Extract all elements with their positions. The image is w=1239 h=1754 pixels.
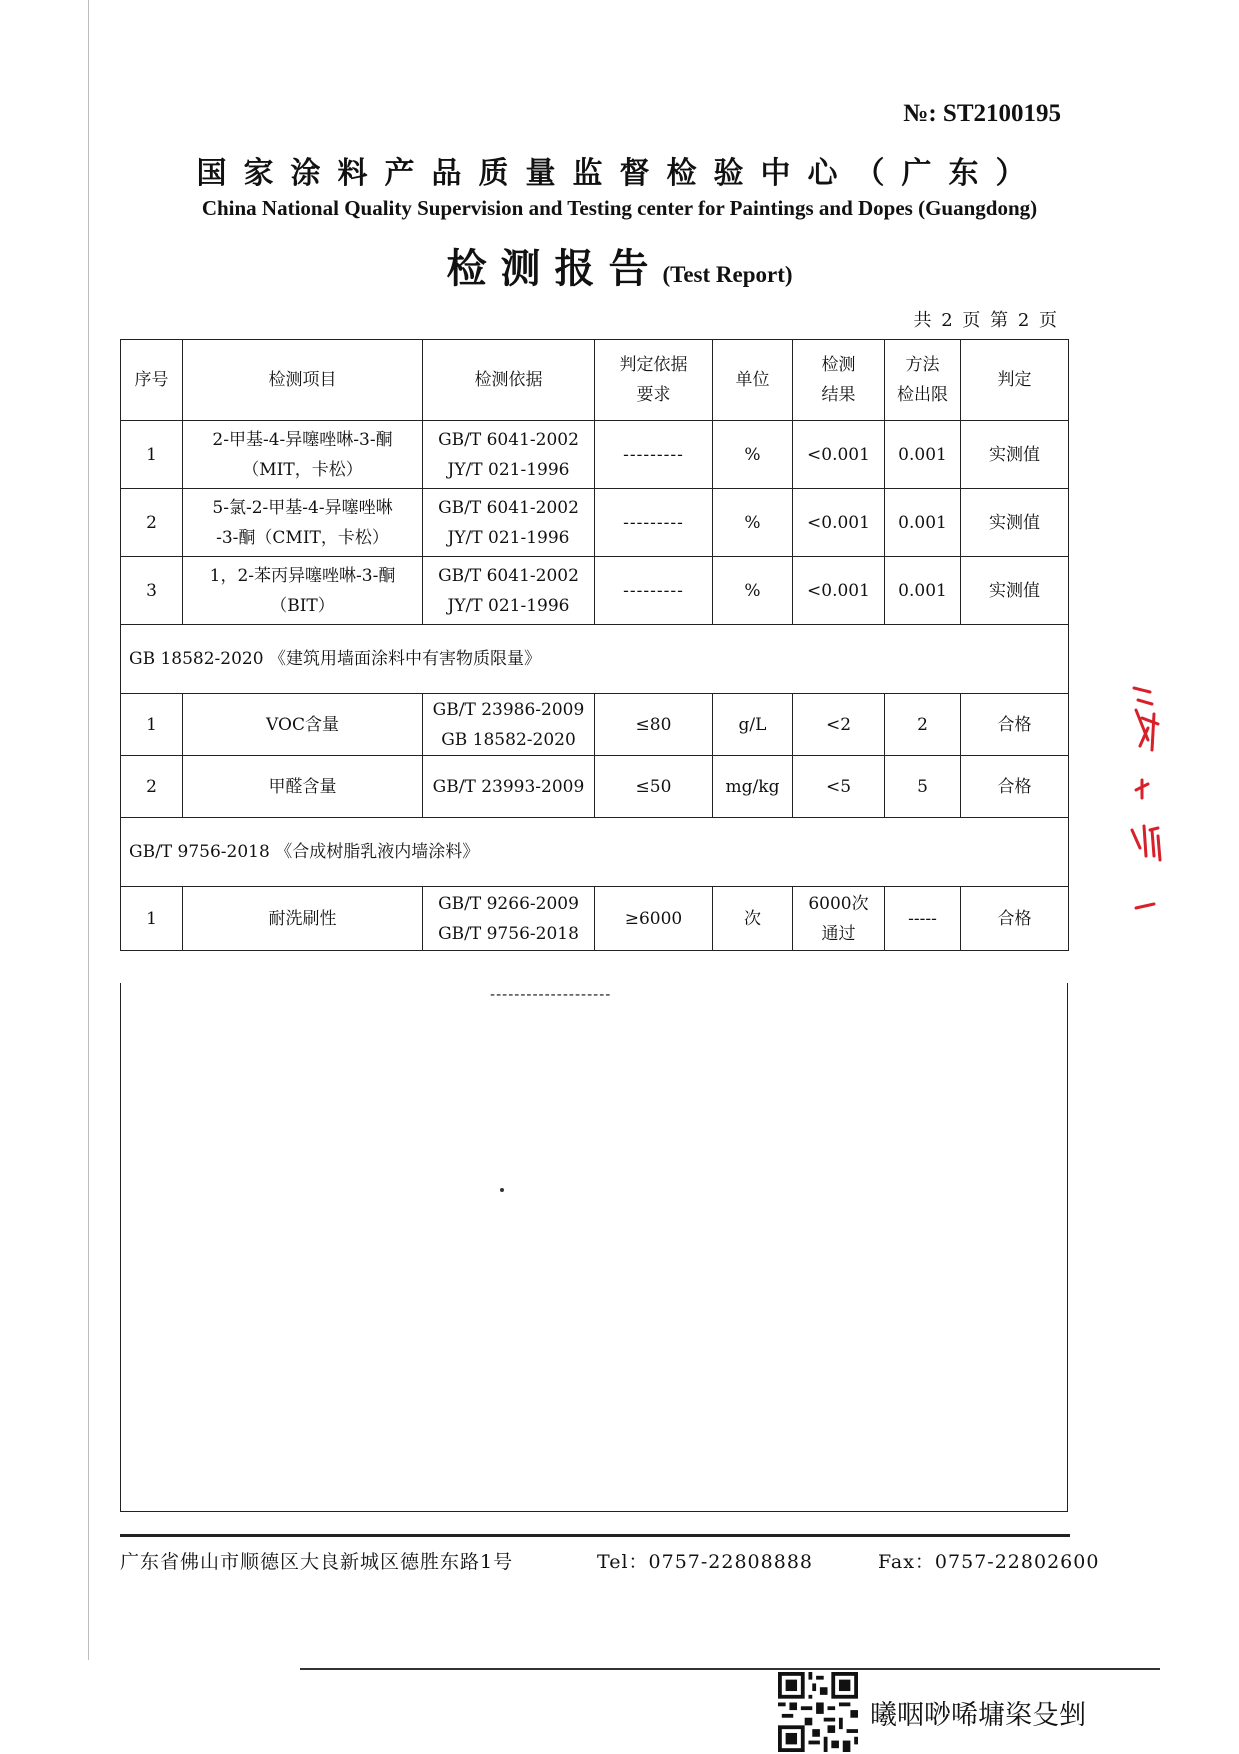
cell-requirement: ---------: [595, 557, 713, 625]
cell-unit: mg/kg: [713, 756, 793, 818]
cell-item: 耐洗刷性: [183, 887, 423, 951]
section-row: [121, 625, 1069, 694]
header-seq: 序号: [121, 340, 183, 421]
cell-seq: 1: [121, 887, 183, 951]
cell-result: <5: [793, 756, 885, 818]
cell-detection-limit: 5: [885, 756, 961, 818]
cell-item: 2-甲基-4-异噻唑啉-3-酮 （MIT，卡松）: [183, 421, 423, 489]
cell-seq: 2: [121, 756, 183, 818]
table-row: [121, 694, 1069, 756]
table-row: [121, 421, 1069, 489]
report-title-cn: 检测报告: [446, 245, 663, 292]
cell-basis: GB/T 6041-2002 JY/T 021-1996: [423, 557, 595, 625]
table-row: [121, 489, 1069, 557]
end-of-report-dashes: --------------------: [490, 985, 612, 1003]
footer-tel: Tel：0757-22808888: [597, 1551, 813, 1573]
cell-result: <2: [793, 694, 885, 756]
report-title: [0, 237, 1239, 294]
cell-item: 1，2-苯丙异噻唑啉-3-酮 （BIT）: [183, 557, 423, 625]
cell-basis: GB/T 6041-2002 JY/T 021-1996: [423, 489, 595, 557]
cell-result: <0.001: [793, 557, 885, 625]
speck: [500, 1188, 504, 1192]
header-detection-limit: 方法 检出限: [885, 340, 961, 421]
cell-item: VOC含量: [183, 694, 423, 756]
cell-detection-limit: -----: [885, 887, 961, 951]
header-requirement: 判定依据 要求: [595, 340, 713, 421]
footer-address: 广东省佛山市顺德区大良新城区德胜东路1号: [120, 1551, 514, 1573]
cell-seq: 1: [121, 694, 183, 756]
report-number: №: ST2100195: [903, 100, 1061, 127]
cell-item: 5-氯-2-甲基-4-异噻唑啉 -3-酮（CMIT，卡松）: [183, 489, 423, 557]
header-unit: 单位: [713, 340, 793, 421]
cell-basis: GB/T 23986-2009 GB 18582-2020: [423, 694, 595, 756]
table-blank-area: [120, 983, 1068, 1512]
report-title-en: (Test Report): [662, 262, 793, 287]
cell-unit: g/L: [713, 694, 793, 756]
header-judgement: 判定: [961, 340, 1069, 421]
cell-judgement: 合格: [961, 694, 1069, 756]
cell-requirement: ---------: [595, 489, 713, 557]
footer-fax: Fax：0757-22802600: [878, 1551, 1100, 1573]
table-row: [121, 756, 1069, 818]
table-header-row: [121, 340, 1069, 421]
table-row: [121, 557, 1069, 625]
cell-basis: GB/T 23993-2009: [423, 756, 595, 818]
section-standard-title: GB 18582-2020 《建筑用墙面涂料中有害物质限量》: [121, 625, 1069, 694]
cell-result: 6000次 通过: [793, 887, 885, 951]
header-basis: 检测依据: [423, 340, 595, 421]
section-standard-title: GB/T 9756-2018 《合成树脂乳液内墙涂料》: [121, 818, 1069, 887]
cell-detection-limit: 0.001: [885, 421, 961, 489]
cell-seq: 2: [121, 489, 183, 557]
cell-unit: %: [713, 421, 793, 489]
cell-judgement: 合格: [961, 887, 1069, 951]
cell-detection-limit: 0.001: [885, 489, 961, 557]
cell-requirement: ≤80: [595, 694, 713, 756]
cell-requirement: ≤50: [595, 756, 713, 818]
cell-seq: 1: [121, 421, 183, 489]
center-title-en: China National Quality Supervision and Testing center for Paintings and Dopes (Guangdong): [201, 196, 1038, 220]
header-result: 检测 结果: [793, 340, 885, 421]
cell-detection-limit: 0.001: [885, 557, 961, 625]
cell-unit: %: [713, 557, 793, 625]
cell-basis: GB/T 9266-2009 GB/T 9756-2018: [423, 887, 595, 951]
footer-rule: [120, 1534, 1070, 1537]
cell-requirement: ---------: [595, 421, 713, 489]
cell-item: 甲醛含量: [183, 756, 423, 818]
cell-result: <0.001: [793, 421, 885, 489]
cell-judgement: 合格: [961, 756, 1069, 818]
red-seal-stamp: [1128, 680, 1168, 920]
cell-judgement: 实测值: [961, 421, 1069, 489]
cell-judgement: 实测值: [961, 489, 1069, 557]
cell-judgement: 实测值: [961, 557, 1069, 625]
qr-label: 曦咽唦唏墉栥殳剉: [870, 1700, 1086, 1731]
table-row: [121, 887, 1069, 951]
results-table: [120, 339, 1069, 951]
qr-code-icon: [778, 1672, 858, 1752]
bottom-rule: [300, 1668, 1160, 1670]
cell-detection-limit: 2: [885, 694, 961, 756]
cell-seq: 3: [121, 557, 183, 625]
header-item: 检测项目: [183, 340, 423, 421]
section-row: [121, 818, 1069, 887]
center-title-cn: 国家涂料产品质量监督检验中心（广东）: [196, 156, 1043, 191]
cell-result: <0.001: [793, 489, 885, 557]
page-count: 共 2 页 第 2 页: [913, 310, 1059, 331]
cell-unit: %: [713, 489, 793, 557]
cell-requirement: ≥6000: [595, 887, 713, 951]
cell-basis: GB/T 6041-2002 JY/T 021-1996: [423, 421, 595, 489]
cell-unit: 次: [713, 887, 793, 951]
